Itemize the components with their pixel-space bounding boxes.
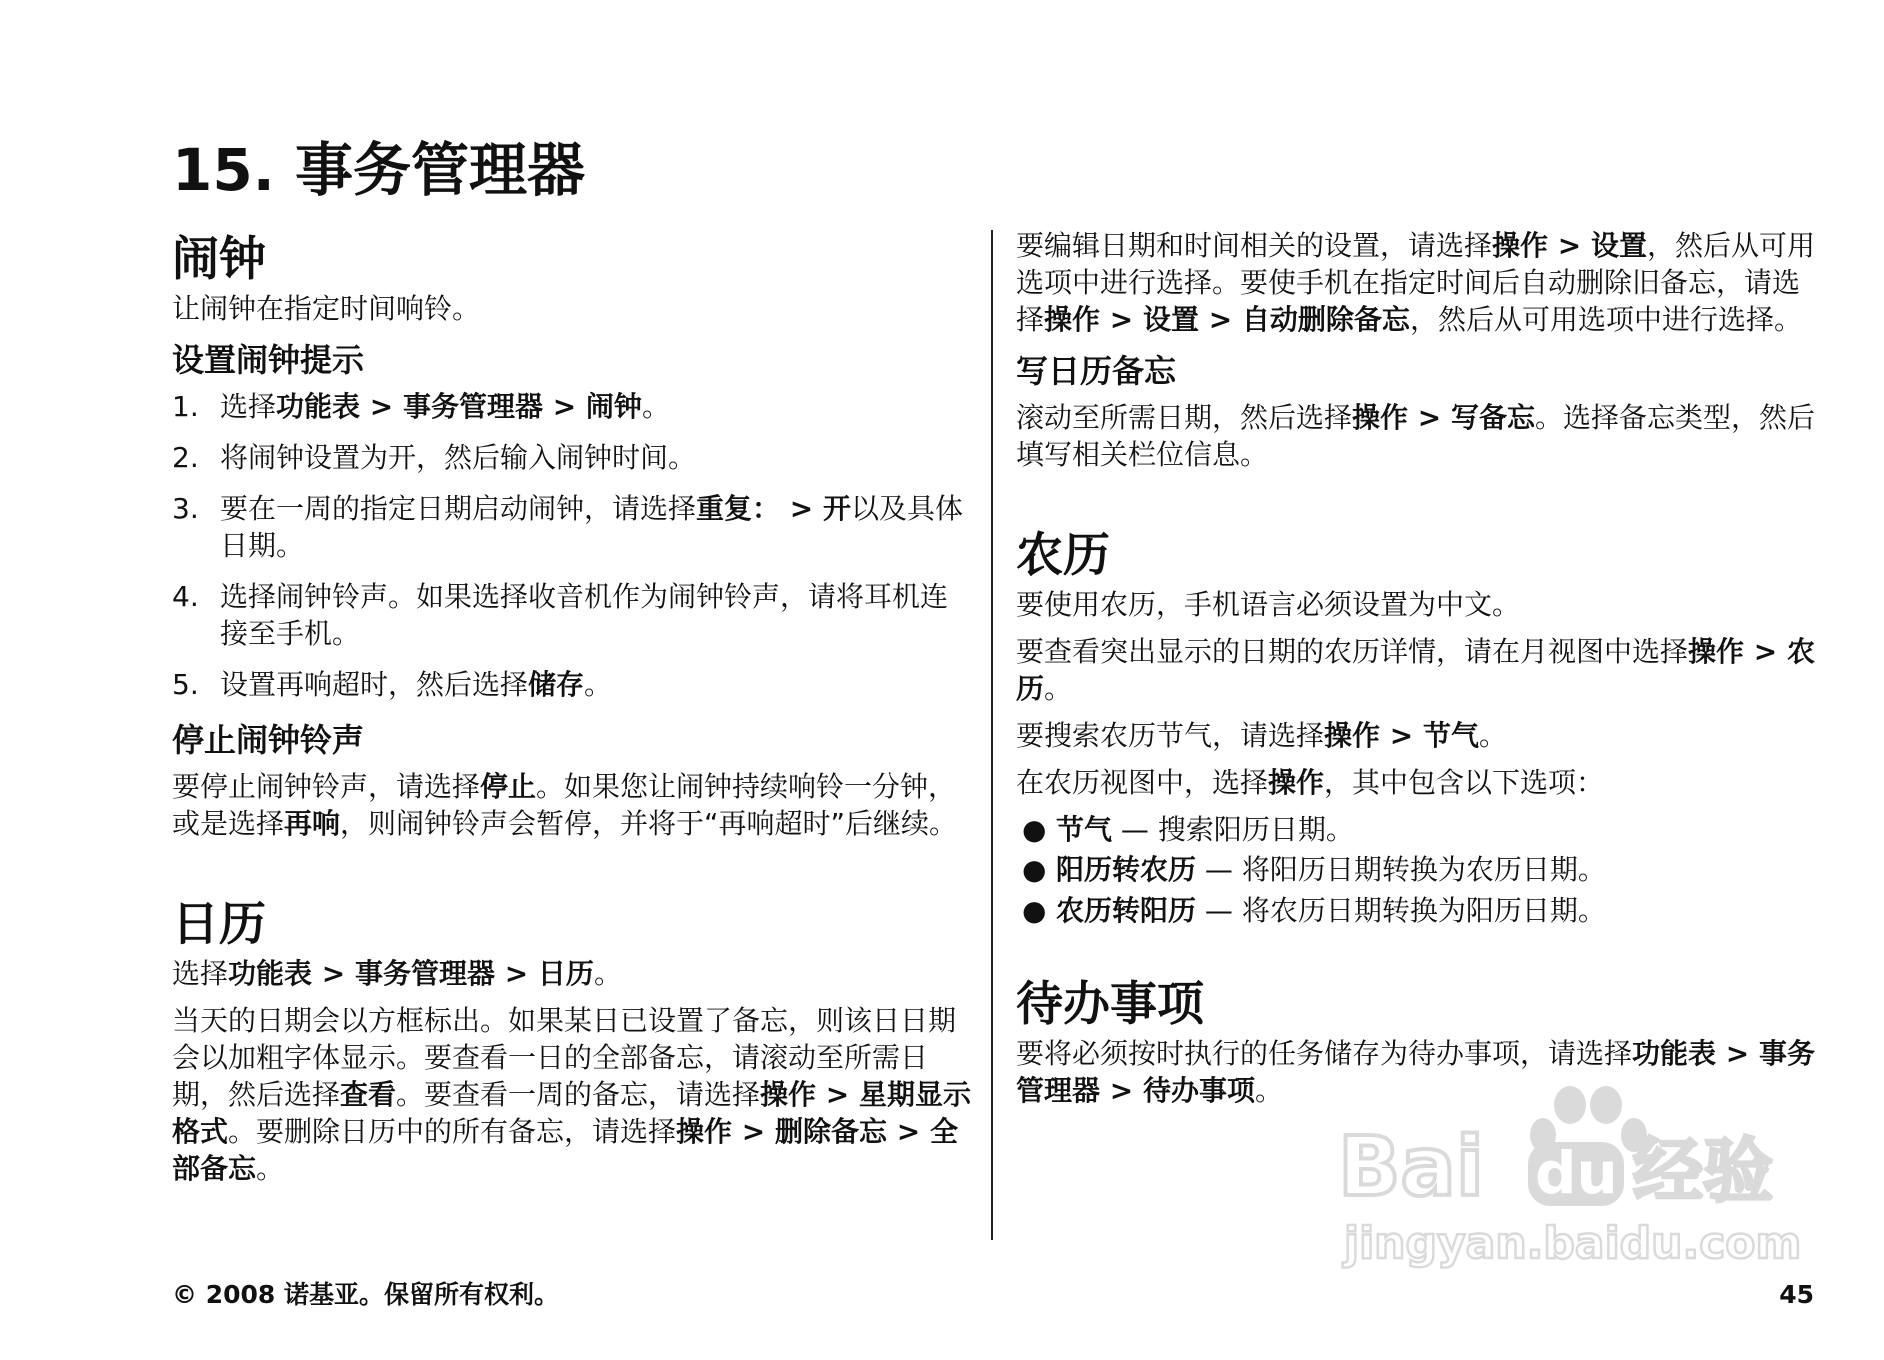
calendar-description: 当天的日期会以方框标出。如果某日已设置了备忘，则该日日期会以加粗字体显示。要查看一日的全部备忘，请滚动至所需日期，然后选择查看。要查看一周的备忘，请选择操作 > 星期显示格式。要删除日历中的所有备忘，请选择操作 > 删除备忘 > 全部备忘。	[172, 1003, 972, 1185]
step-text: 以及具体日期。	[220, 492, 963, 563]
step-number: 3.	[172, 492, 199, 526]
write-note-text: 滚动至所需日期，然后选择操作 > 写备忘。选择备忘类型，然后填写相关栏位信息。	[1016, 400, 1815, 471]
watermark-brand: Bai	[1338, 1120, 1484, 1215]
lunar-options-intro: 在农历视图中，选择操作，其中包含以下选项：	[1016, 765, 1605, 799]
lunar-heading: 农历	[1016, 527, 1110, 583]
todo-heading: 待办事项	[1016, 976, 1204, 1032]
bullet-icon: ●	[1022, 893, 1047, 927]
right-column	[1016, 228, 1816, 1120]
alarm-intro: 让闹钟在指定时间响铃。	[172, 292, 481, 326]
step-text: 将闹钟设置为开，然后输入闹钟时间。	[220, 441, 697, 475]
alarm-step	[172, 667, 972, 704]
todo-text: 要将必须按时执行的任务储存为待办事项，请选择功能表 > 事务管理器 > 待办事项。	[1016, 1037, 1815, 1108]
watermark-url: jingyan.baidu.com	[1344, 1218, 1802, 1269]
stop-alarm-text: 要停止闹钟铃声，请选择停止。如果您让闹钟持续响铃一分钟，或是选择再响，则闹钟铃声会暂停，并将于“再响超时”后继续。	[172, 769, 958, 840]
list-item: ● 农历转阳历 — 将农历日期转换为阳历日期。	[1016, 893, 1816, 929]
alarm-steps-list	[172, 389, 972, 704]
bullet-icon: ●	[1022, 812, 1047, 846]
step-text: 选择	[220, 390, 277, 424]
page-number: 45	[1779, 1280, 1814, 1309]
stop-alarm-heading: 停止闹钟铃声	[172, 720, 365, 759]
step-number: 2.	[172, 441, 199, 475]
alarm-step	[172, 389, 972, 426]
step-number: 5.	[172, 667, 199, 701]
step-text: 要在一周的指定日期启动闹钟，请选择	[220, 492, 697, 526]
calendar-path-text: 选择功能表 > 事务管理器 > 日历。	[172, 957, 622, 990]
page-title: 15. 事务管理器	[172, 136, 585, 204]
lunar-detail-text: 要查看突出显示的日期的农历详情，请在月视图中选择操作 > 农历。	[1016, 634, 1815, 705]
step-text: 。	[641, 390, 670, 424]
step-menu-path: 功能表 > 事务管理器 > 闹钟	[276, 390, 642, 424]
bullet-icon: ●	[1022, 853, 1047, 887]
lunar-solar-terms-text: 要搜索农历节气，请选择操作 > 节气。	[1016, 718, 1507, 752]
alarm-step	[172, 440, 972, 477]
alarm-heading: 闹钟	[172, 232, 266, 287]
set-alarm-heading: 设置闹钟提示	[172, 341, 365, 380]
alarm-step	[172, 491, 972, 565]
column-divider	[991, 230, 993, 1240]
step-menu-path: 重复： > 开	[696, 492, 851, 526]
list-item: ● 节气 — 搜索阳历日期。	[1016, 812, 1816, 848]
watermark-brand-cn: 经验	[1633, 1130, 1773, 1212]
step-number: 4.	[172, 580, 199, 613]
lunar-options-list	[1016, 812, 1816, 929]
step-text: 选择闹钟铃声。如果选择收音机作为闹钟铃声，请将耳机连接至手机。	[220, 580, 949, 650]
alarm-step	[172, 579, 972, 653]
calendar-settings-text: 要编辑日期和时间相关的设置，请选择操作 > 设置，然后从可用选项中进行选择。要使手机在指定时间后自动删除旧备忘，请选择操作 > 设置 > 自动删除备忘，然后从可用选项中进行选择。	[1016, 229, 1815, 336]
step-menu-path: 储存	[528, 667, 585, 701]
step-text: 。	[584, 667, 613, 701]
write-note-heading: 写日历备忘	[1016, 351, 1177, 390]
footer-copyright: © 2008 诺基亚。保留所有权利。	[172, 1280, 559, 1309]
left-column	[172, 228, 972, 1198]
step-text: 设置再响超时，然后选择	[220, 667, 529, 701]
calendar-heading: 日历	[172, 896, 266, 952]
baidu-jingyan-watermark	[1338, 1080, 1808, 1270]
lunar-intro: 要使用农历，手机语言必须设置为中文。	[1016, 588, 1521, 621]
watermark-brand-tail: du	[1535, 1139, 1618, 1207]
step-number: 1.	[172, 390, 199, 424]
list-item: ● 阳历转农历 — 将阳历日期转换为农历日期。	[1016, 852, 1816, 888]
